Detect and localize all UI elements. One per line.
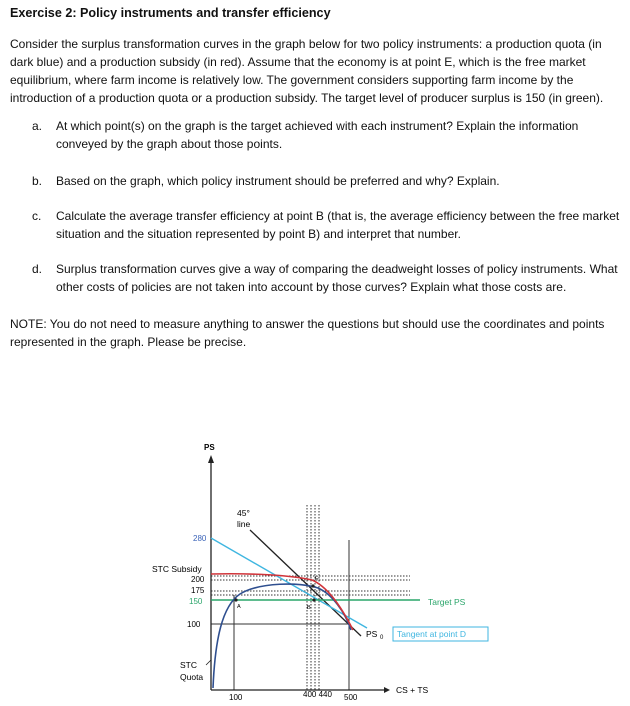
question-marker: d. <box>32 262 43 276</box>
solid-verticals <box>234 540 349 690</box>
ps0-label: PS <box>366 629 378 639</box>
x-tick-100: 100 <box>229 693 243 702</box>
point-b-marker <box>312 598 315 601</box>
exercise-title: Exercise 2: Policy instruments and transfer efficiency <box>10 6 331 20</box>
y-tick-150: 150 <box>189 597 203 606</box>
x-axis-arrow-icon <box>384 687 390 693</box>
question-text: Surplus transformation curves give a way of comparing the deadweight losses of policy instruments. What other costs of policies are not taken into account by those curves? Explain what those costs are. <box>56 262 618 294</box>
target-ps-label: Target PS <box>428 597 466 607</box>
y-axis-arrow-icon <box>208 455 214 463</box>
question-marker: c. <box>32 209 42 223</box>
point-a-label: A <box>237 604 241 610</box>
stc-quota-label-2: Quota <box>180 672 204 682</box>
x-tick-400-440: 400 440 <box>303 690 332 699</box>
y-tick-280: 280 <box>193 534 207 543</box>
point-e-label: E <box>315 576 319 582</box>
point-e-marker <box>311 584 314 587</box>
stc-subsidy-label: STC Subsidy <box>152 564 202 574</box>
point-a-marker <box>234 598 237 601</box>
x-tick-500: 500 <box>344 693 358 702</box>
line-45-label-2: line <box>237 519 251 529</box>
line-45-label: 45° <box>237 508 250 518</box>
point-b-label: B <box>307 605 311 611</box>
y-tick-100: 100 <box>187 620 201 629</box>
question-text: Based on the graph, which policy instrument should be preferred and why? Explain. <box>56 174 500 188</box>
stc-quota-pointer <box>206 660 211 665</box>
question-marker: b. <box>32 174 43 188</box>
y-axis-label: PS <box>204 443 215 452</box>
question-marker: a. <box>32 119 43 133</box>
y-tick-200: 200 <box>191 575 205 584</box>
x-axis-label: CS + TS <box>396 685 429 695</box>
line-45-degree <box>250 530 361 636</box>
question-text: At which point(s) on the graph is the target achieved with each instrument? Explain the information conveyed by the graph about those points. <box>56 119 579 151</box>
tangent-label: Tangent at point D <box>397 629 466 639</box>
stc-quota-label: STC <box>180 660 197 670</box>
question-text: Calculate the average transfer efficiency at point B (that is, the average efficiency between the free market situation and the situation represented by point B) and interpret that number. <box>56 209 620 241</box>
y-tick-175: 175 <box>191 586 205 595</box>
ps0-subscript: 0 <box>380 635 384 641</box>
note-paragraph: NOTE: You do not need to measure anything to answer the questions but should use the coordinates and points represented in the graph. Please be precise. <box>10 317 605 349</box>
intro-paragraph: Consider the surplus transformation curves in the graph below for two policy instruments: a production quota (in dark blue) and a production subsidy (in red). Assume that the economy is at point E, which is the free market equilibrium, where farm income is relatively low. The government considers supporting farm income by the introduction of a production quota or a production subsidy. The target level of producer surplus is 150 (in green). <box>10 37 604 105</box>
